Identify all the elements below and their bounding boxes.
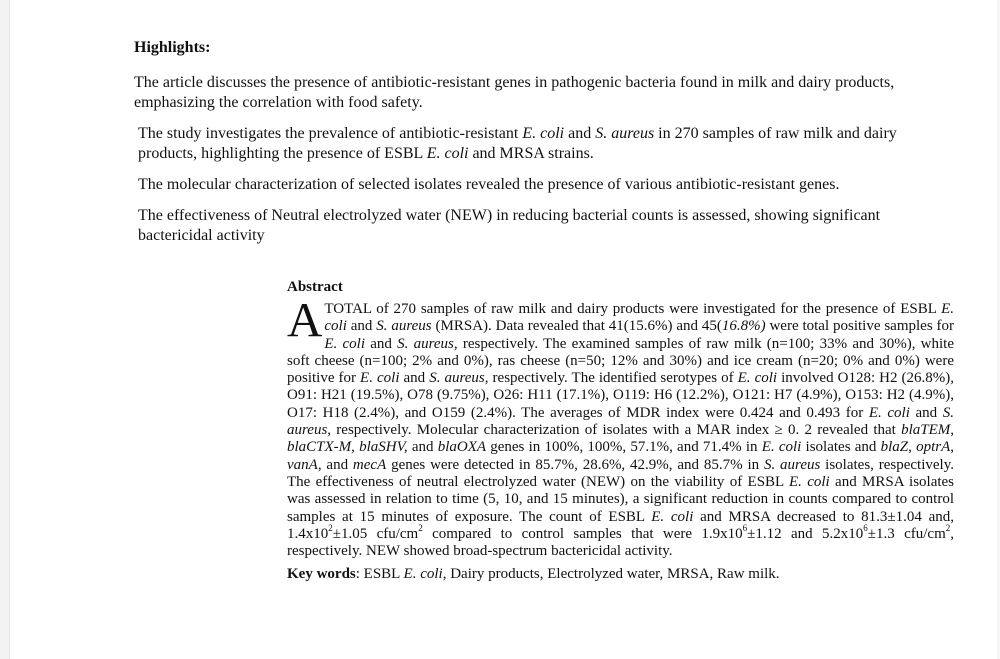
keywords-line: Key words: ESBL E. coli, Dairy products, Electrolyzed water, MRSA, Raw milk. <box>287 566 780 583</box>
highlight-4: The effectiveness of Neutral electrolyzed water (NEW) in reducing bacterial counts is assessed, showing significant bactericidal activity <box>138 207 881 244</box>
highlight-1: The article discusses the presence of antibiotic-resistant genes in pathogenic bacteria found in milk and dairy products, emphasizing the correlation with food safety. <box>134 74 895 111</box>
highlights-section <box>134 38 934 257</box>
highlights-title: Highlights: <box>134 39 211 56</box>
dropcap-letter: A <box>287 292 323 347</box>
highlight-2: The study investigates the prevalence of antibiotic-resistant E. coli and S. aureus in 270 samples of raw milk and dairy products, highlighting the presence of ESBL E. coli and MRSA strains. <box>138 125 897 162</box>
abstract-title: Abstract <box>287 279 343 295</box>
keywords-label: Key words <box>287 566 356 583</box>
abstract-body: ATOTAL of 270 samples of raw milk and dairy products were investigated for the presence of ESBL E. coli and S. aureus (MRSA). Data revealed that 41(15.6%) and 45(16.8%) were total positive samples for E. coli and S. aureus, respectively. The examined samples of raw milk (n=100; 33% and 30%), white soft cheese (n=100; 2% and 0%), ras cheese (n=50; 12% and 30%) and ice cream (n=20; 0% and 0%) were positive for E. coli and S. aureus, respectively. The identified serotypes of E. coli involved O128: H2 (26.8%), O91: H21 (19.5%), O78 (9.75%), O26: H11 (17.1%), O119: H6 (12.2%), O121: H7 (4.9%), O153: H2 (4.9%), O17: H18 (2.4%), and O159 (2.4%). The averages of MDR index were 0.424 and 0.493 for E. coli and S. aureus, respectively. Molecular characterization of isolates with a MAR index ≥ 0. 2 revealed that blaTEM, blaCTX-M, blaSHV, and blaOXA genes in 100%, 100%, 57.1%, and 71.4% in E. coli isolates and blaZ, optrA, vanA, and mecA genes were detected in 85.7%, 28.6%, 42.9%, and 85.7% in S. aureus isolates, respectively. The effectiveness of neutral electrolyzed water (NEW) on the viability of ESBL E. coli and MRSA isolates was assessed in relation to time (5, 10, and 15 minutes), a significant reduction in counts compared to control samples at 15 minutes of exposure. The count of ESBL E. coli and MRSA decreased to 81.3±1.04 and, $1.4x10^2\pm 1.05$ cfu/$cm^2$ compared to control samples that were $1.9x10^6\pm 1.12$ and $5.2x10^6\pm 1.3$ cfu/$cm^2$, respectively. NEW showed broad-spectrum bactericidal activity. <box>287 292 955 560</box>
page-left-edge <box>0 0 10 659</box>
highlight-3: The molecular characterization of selected isolates revealed the presence of various antibiotic-resistant genes. <box>138 176 840 193</box>
abstract-section <box>287 277 954 584</box>
